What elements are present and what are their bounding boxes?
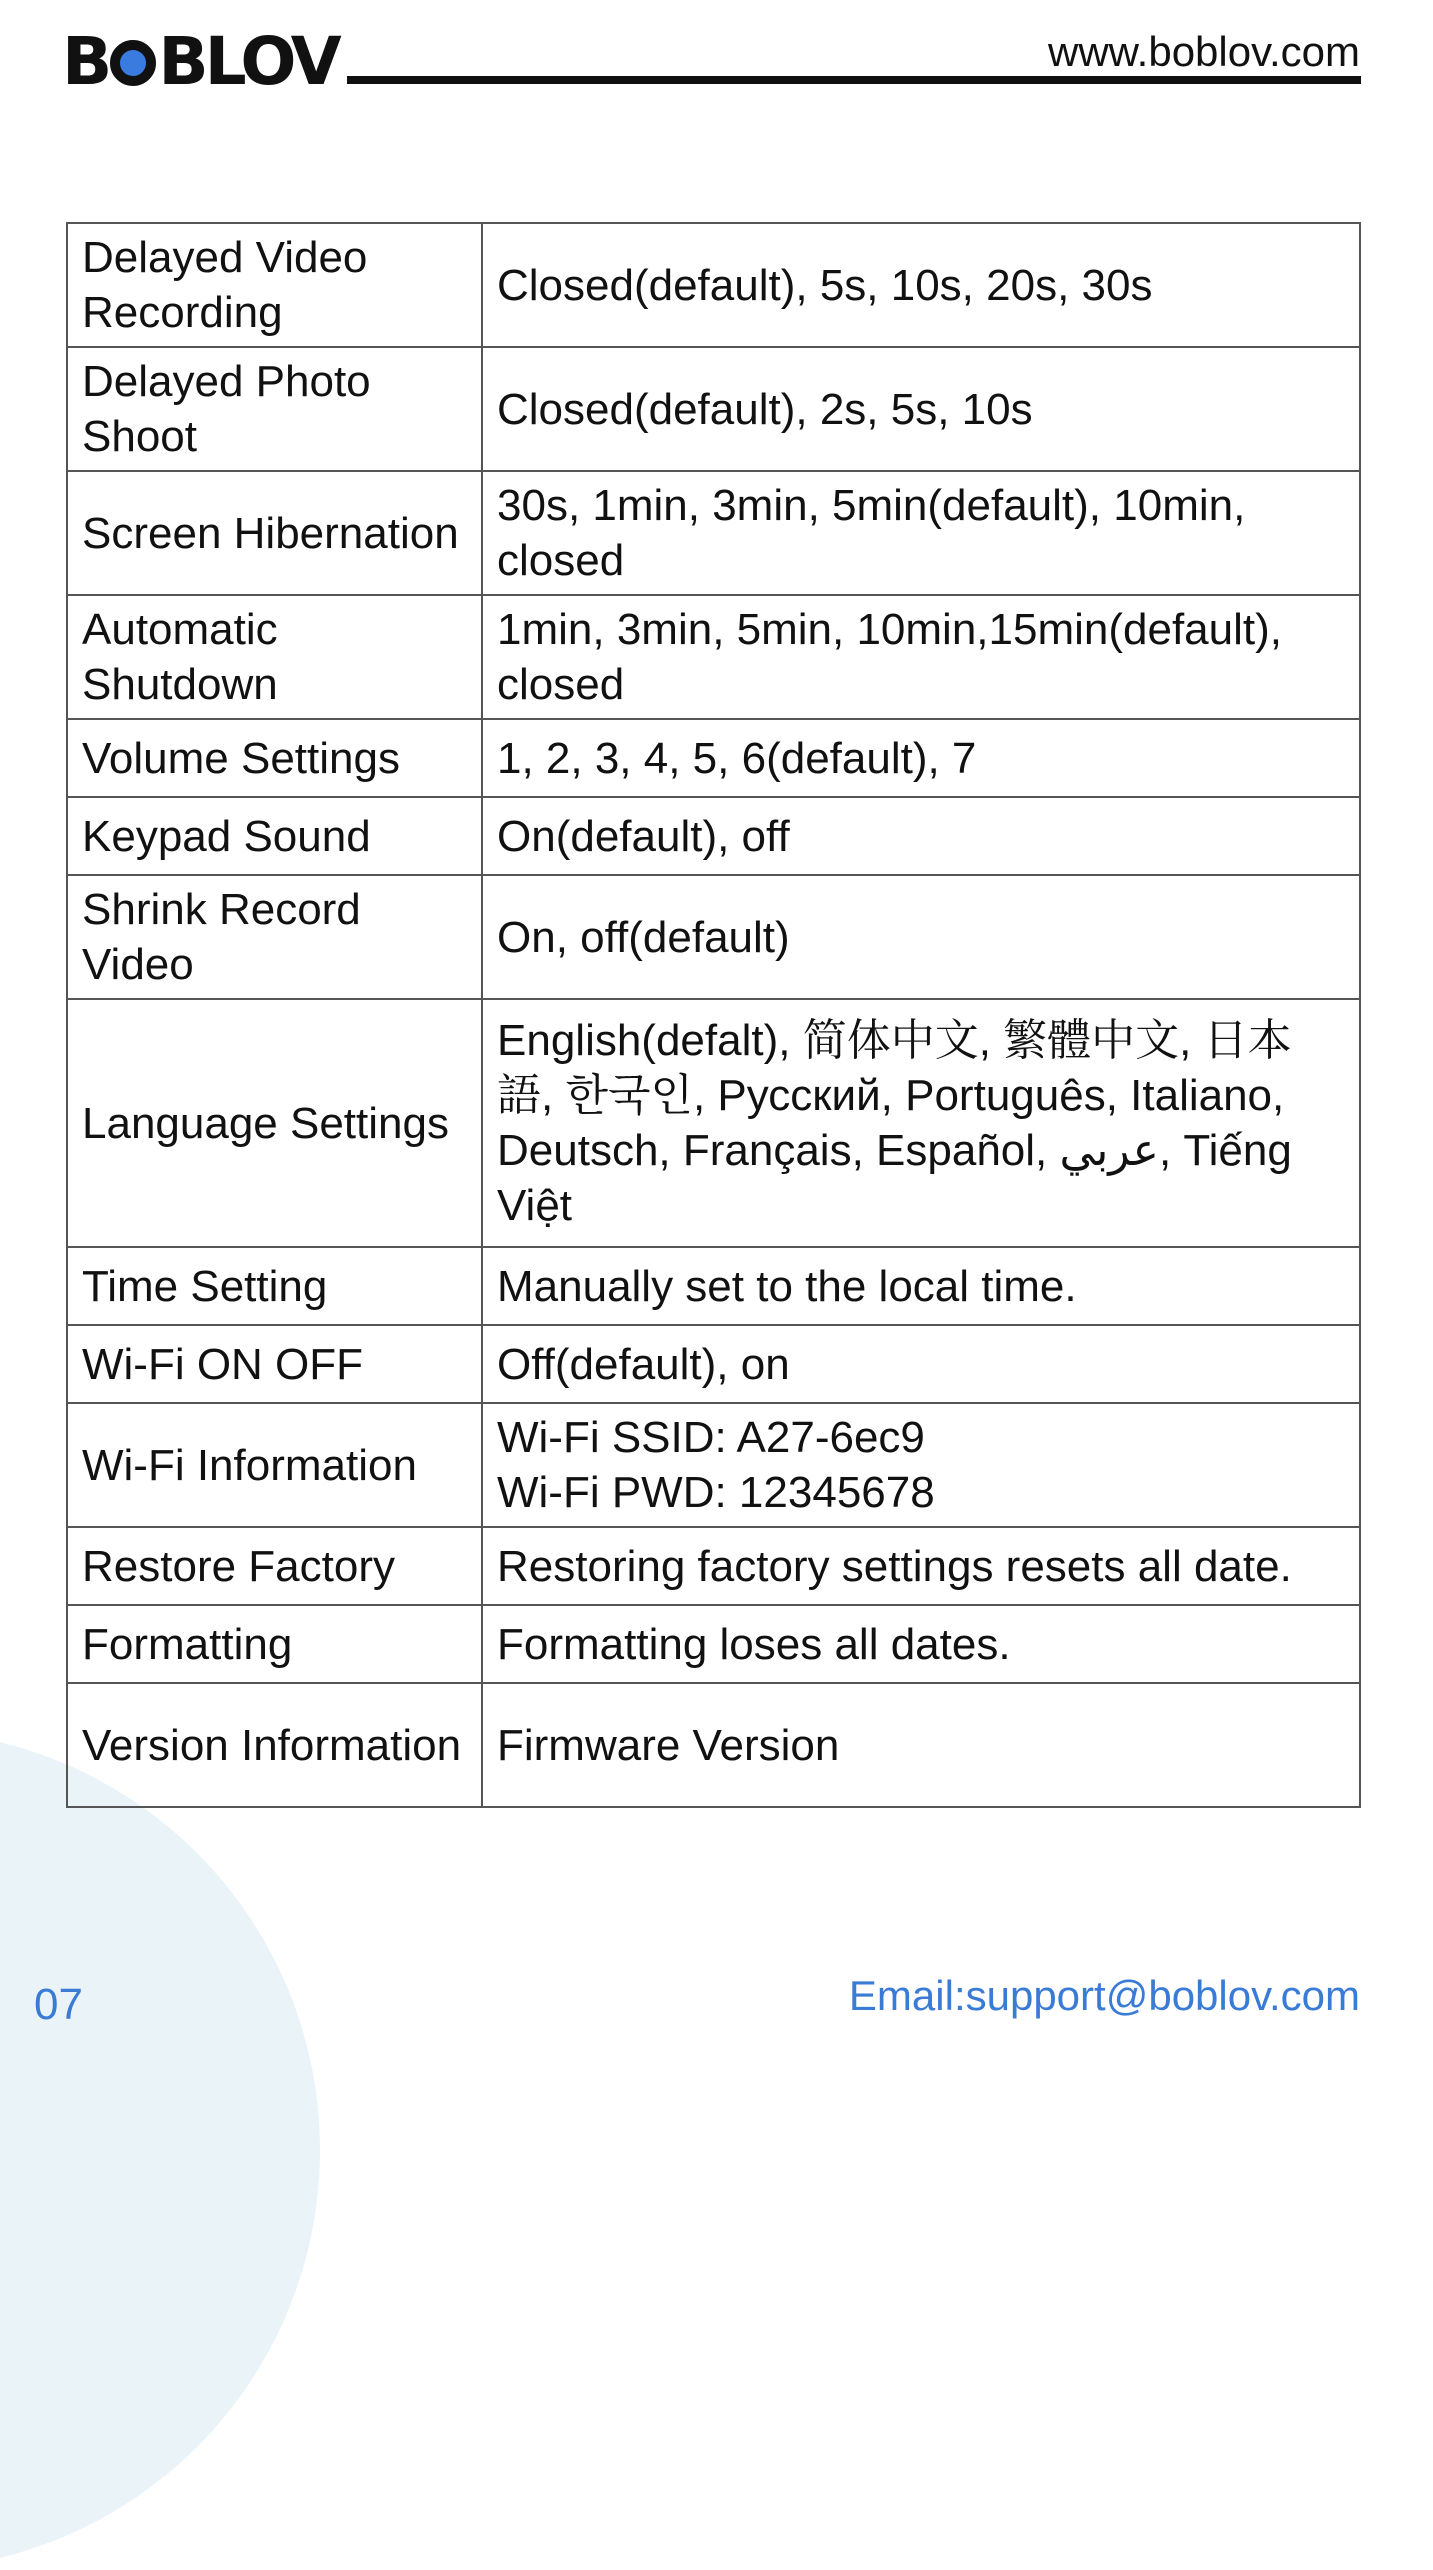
setting-value: 1, 2, 3, 4, 5, 6(default), 7 <box>482 719 1360 797</box>
table-row <box>67 999 1360 1247</box>
setting-value: Restoring factory settings resets all date. <box>482 1527 1360 1605</box>
setting-value: Closed(default), 2s, 5s, 10s <box>482 347 1360 471</box>
table-row <box>67 1527 1360 1605</box>
wifi-ssid: Wi-Fi SSID: A27-6ec9 <box>497 1413 925 1462</box>
setting-value <box>482 1403 1360 1527</box>
setting-name: Screen Hibernation <box>67 471 482 595</box>
setting-value: On, off(default) <box>482 875 1360 999</box>
setting-name: Keypad Sound <box>67 797 482 875</box>
setting-name: Automatic Shutdown <box>67 595 482 719</box>
settings-table <box>66 222 1361 1808</box>
table-row <box>67 1403 1360 1527</box>
wifi-password: Wi-Fi PWD: 12345678 <box>497 1468 935 1517</box>
setting-name: Version Information <box>67 1683 482 1807</box>
setting-name: Wi-Fi Information <box>67 1403 482 1527</box>
setting-value: 30s, 1min, 3min, 5min(default), 10min, closed <box>482 471 1360 595</box>
table-row <box>67 471 1360 595</box>
background-arc <box>0 1730 320 2570</box>
table-row <box>67 1247 1360 1325</box>
table-row <box>67 719 1360 797</box>
setting-value: Off(default), on <box>482 1325 1360 1403</box>
website-url[interactable]: www.boblov.com <box>1047 28 1360 75</box>
table-row <box>67 875 1360 999</box>
table-row <box>67 223 1360 347</box>
table-row <box>67 347 1360 471</box>
setting-value: Firmware Version <box>482 1683 1360 1807</box>
logo-dot-icon <box>110 40 156 86</box>
setting-name: Time Setting <box>67 1247 482 1325</box>
setting-name: Delayed Photo Shoot <box>67 347 482 471</box>
table-row <box>67 1683 1360 1807</box>
table-row <box>67 797 1360 875</box>
setting-name: Delayed Video Recording <box>67 223 482 347</box>
setting-name: Wi-Fi ON OFF <box>67 1325 482 1403</box>
table-row <box>67 595 1360 719</box>
setting-value: Formatting loses all dates. <box>482 1605 1360 1683</box>
setting-name: Formatting <box>67 1605 482 1683</box>
setting-value: Closed(default), 5s, 10s, 20s, 30s <box>482 223 1360 347</box>
header-divider <box>347 76 1361 84</box>
setting-name: Shrink Record Video <box>67 875 482 999</box>
page-number: 07 <box>34 1980 83 2029</box>
support-email[interactable]: Email:support@boblov.com <box>848 1972 1360 2019</box>
setting-name: Volume Settings <box>67 719 482 797</box>
setting-value: Manually set to the local time. <box>482 1247 1360 1325</box>
setting-name: Restore Factory <box>67 1527 482 1605</box>
setting-value: 1min, 3min, 5min, 10min,15min(default), closed <box>482 595 1360 719</box>
setting-value: On(default), off <box>482 797 1360 875</box>
setting-value: English(defalt), 简体中文, 繁體中文, 日本語, 한국인, Русский, Português, Italiano, Deutsch, Français, Español, عربي, Tiếng Việt <box>482 999 1360 1247</box>
page-header <box>0 0 1433 110</box>
brand-logo: B BLOV <box>62 23 338 100</box>
table-row <box>67 1325 1360 1403</box>
table-row <box>67 1605 1360 1683</box>
setting-name: Language Settings <box>67 999 482 1247</box>
